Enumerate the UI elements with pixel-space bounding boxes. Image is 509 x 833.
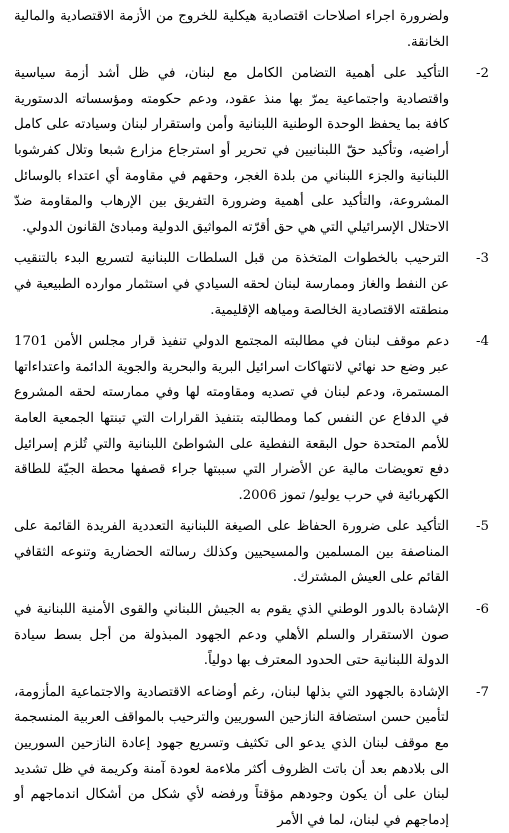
item-text: الإشادة بالدور الوطني الذي يقوم به الجيش اللبناني والقوى الأمنية اللبنانية في صون الاستقرار والسلم الأهلي ودعم الجهود المبذولة من أجل بسط سيادة الدولة اللبنانية حتى الحدود المعترف بها دولياً. (14, 602, 449, 669)
item-number: -2 (476, 66, 489, 82)
item-number: -4 (476, 334, 489, 350)
item-text: الترحيب بالخطوات المتخذة من قبل السلطات اللبنانية لتسريع البدء بالتنقيب عن النفط والغاز وممارسة لبنان لحقه السيادي في استثمار موارده الطبيعية في منطقته الاقتصادية الخالصة ومياهه الإقليمية. (14, 251, 449, 318)
item-number: -5 (476, 519, 489, 535)
item-text: الإشادة بالجهود التي بذلها لبنان، رغم أوضاعه الاقتصادية والاجتماعية المأزومة، لتأمين حسن استضافة النازحين السوريين والترحيب بالمواقف العربية المنسجمة مع موقف لبنان الذي يدعو الى تكثيف وتسريع جهود إعادة النازحين السوريين الى بلادهم بعد أن باتت الظروف أكثر ملاءمة لعودة آمنة وكريمة في ظل تشديد لبنان على أن يكون وجودهم مؤقتاً ورفضه لأي شكل من أشكال اندماجهم أو إدماجهم في لبنان، لما في الأمر (14, 684, 449, 828)
list-item (10, 597, 493, 674)
list-item (10, 514, 493, 591)
item-text: التأكيد على أهمية التضامن الكامل مع لبنان، في ظل أشد أزمة سياسية واقتصادية واجتماعية يمرّ بها منذ عقود، ودعم حكومته ومؤسساته الدستورية كافة بما يحفظ الوحدة الوطنية اللبنانية وأمن واستقرار لبنان وسيادته على كامل أراضيه، وتأكيد حقّ اللبنانيين في تحرير أو استرجاع مزارع شبعا وتلال كفرشوبا اللبنانية والجزء اللبناني من بلدة الغجر، وحقهم في مقاومة أي اعتداء بالوسائل المشروعة، والتأكيد على أهمية وضرورة التفريق بين الإرهاب والمقاومة ضدّ الاحتلال الإسرائيلي التي هي حق أقرّته المواثيق الدولية ومبادئ القانون الدولي. (14, 66, 449, 235)
list-item (10, 680, 493, 833)
item-number: -7 (476, 684, 489, 700)
document-page (0, 4, 509, 828)
item-number: -6 (476, 602, 489, 618)
item-number: -3 (476, 251, 489, 267)
list-item (10, 246, 493, 323)
list-item (10, 329, 493, 508)
item-text: التأكيد على ضرورة الحفاظ على الصيغة اللبنانية التعددية الفريدة القائمة على المناصفة بين المسلمين والمسيحيين وكذلك رسالته الحضارية وتنوعه الثقافي القائم على العيش المشترك. (14, 519, 449, 586)
intro-paragraph: ولضرورة اجراء اصلاحات اقتصادية هيكلية للخروج من الأزمة الاقتصادية والمالية الخانقة. (14, 9, 449, 50)
item-text: دعم موقف لبنان في مطالبته المجتمع الدولي تنفيذ قرار مجلس الأمن 1701 عبر وضع حد نهائي لانتهاكات اسرائيل البرية والبحرية والجوية الدائمة واعتداءاتها المستمرة، ودعم لبنان في تصديه ومقاومته لها وفي ممارسته لحقه المشروع في الدفاع عن النفس كما ومطالبته بتنفيذ القرارات التي تبنتها الجمعية العامة للأمم المتحدة حول البقعة النفطية على الشواطئ اللبنانية والتي تُلزم إسرائيل دفع تعويضات مالية عن الأضرار التي سببتها جراء قصفها محطة الجيّة للطاقة الكهربائية في حرب يوليو/ تموز 2006. (14, 334, 449, 503)
list-item (10, 61, 493, 240)
